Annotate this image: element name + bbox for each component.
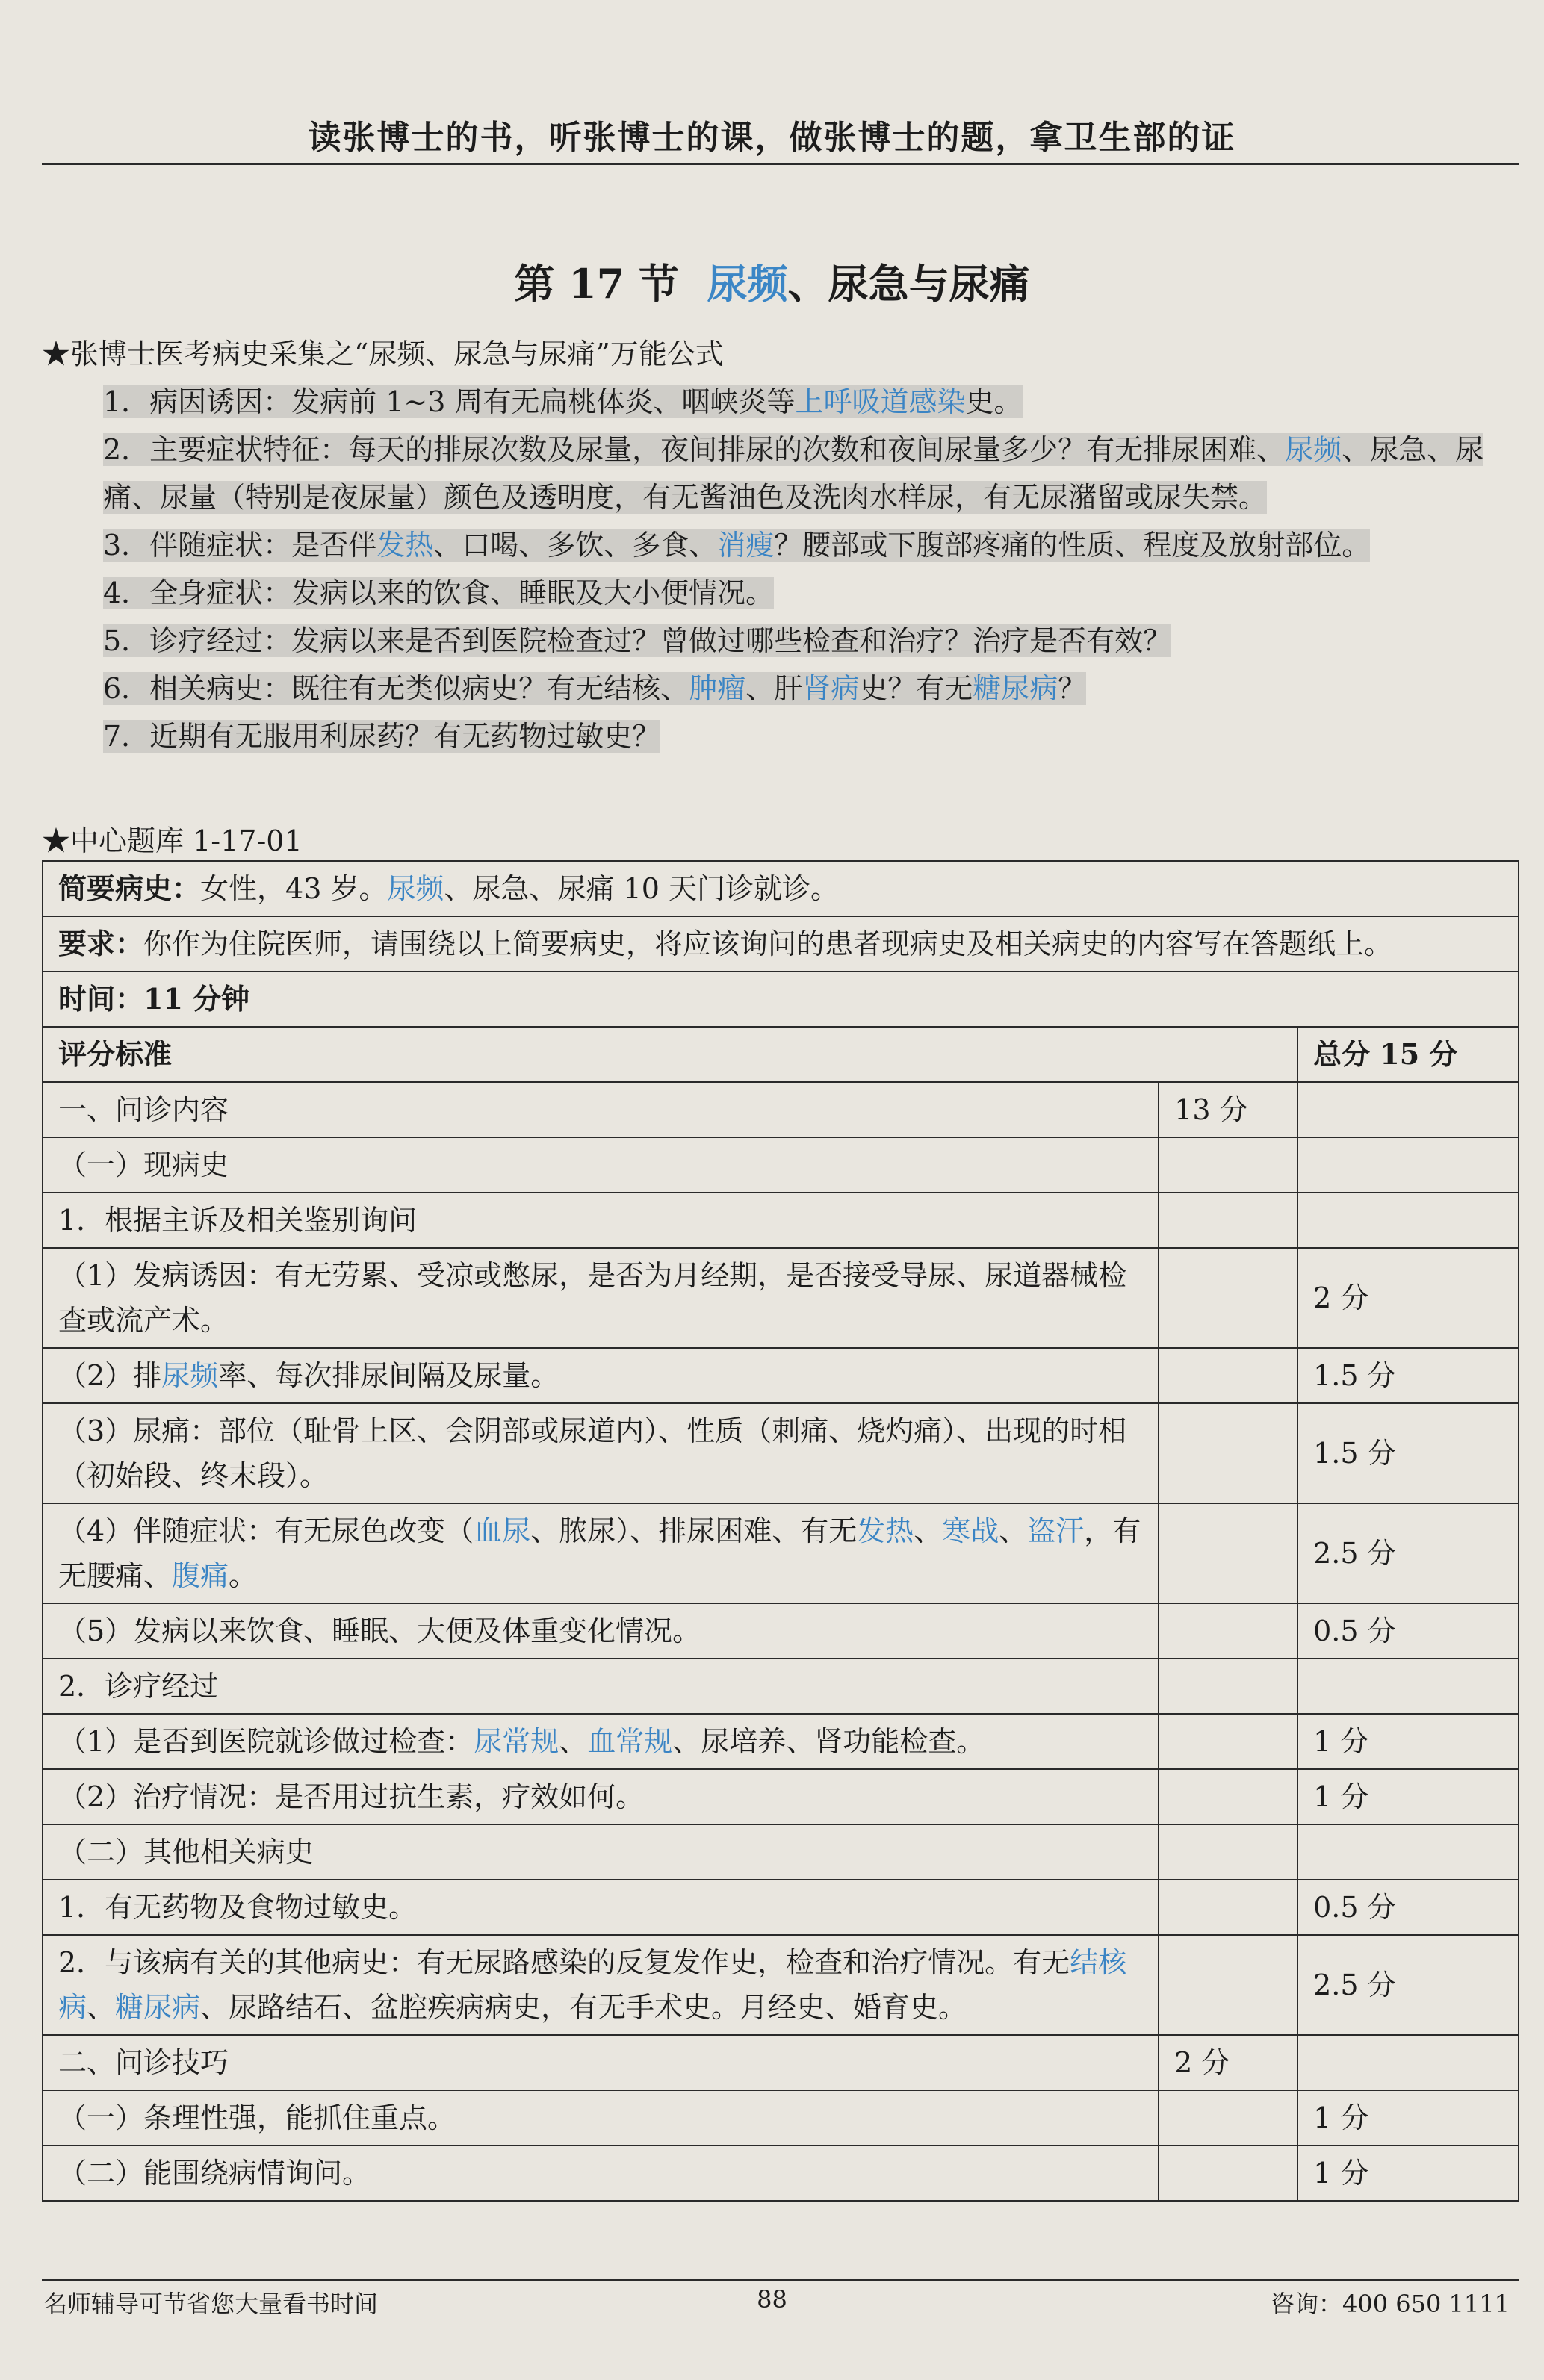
row-label: （2）排尿频率、每次排尿间隔及尿量。	[43, 1348, 1159, 1403]
formula-item: 4．全身症状：发病以来的饮食、睡眠及大小便情况。	[103, 577, 775, 609]
question-bank-label: ★中心题库 1-17-01	[42, 824, 303, 857]
row-label: （一）条理性强，能抓住重点。	[43, 2090, 1159, 2146]
item-score: 1 分	[1297, 1714, 1519, 1769]
item-score: 1 分	[1297, 2146, 1519, 2201]
term-link[interactable]: 上呼吸道感染	[795, 385, 966, 418]
case-history: 简要病史：女性，43 岁。尿频、尿急、尿痛 10 天门诊就诊。	[43, 861, 1519, 916]
formula-item: 7．近期有无服用利尿药？有无药物过敏史？	[103, 720, 661, 753]
item-score: 1 分	[1297, 1769, 1519, 1824]
table-row	[43, 1603, 1519, 1659]
table-row	[43, 861, 1519, 916]
term-link[interactable]: 尿频	[161, 1359, 219, 1392]
term-link[interactable]: 糖尿病	[115, 1991, 201, 2024]
term-link[interactable]: 盗汗	[1027, 1514, 1085, 1547]
section-term-link[interactable]: 尿频	[707, 260, 788, 308]
section-prefix: 第 17 节	[514, 260, 680, 308]
formula-item: 1．病因诱因：发病前 1~3 周有无扁桃体炎、咽峡炎等上呼吸道感染史。	[103, 385, 1023, 418]
row-label: 2．诊疗经过	[43, 1659, 1159, 1714]
row-label: （5）发病以来饮食、睡眠、大便及体重变化情况。	[43, 1603, 1159, 1659]
item-score: 0.5 分	[1297, 1880, 1519, 1935]
formula-item: 5．诊疗经过：发病以来是否到医院检查过？曾做过哪些检查和治疗？治疗是否有效？	[103, 624, 1172, 657]
item-score: 0.5 分	[1297, 1603, 1519, 1659]
table-row	[43, 1659, 1519, 1714]
footer-tagline: 名师辅导可节省您大量看书时间	[43, 2290, 379, 2318]
section-title-rest: 、尿急与尿痛	[787, 260, 1030, 308]
item-score: 2.5 分	[1297, 1503, 1519, 1603]
section-score: 2 分	[1159, 2035, 1297, 2090]
term-link[interactable]: 尿常规	[474, 1725, 559, 1758]
table-row	[43, 1403, 1519, 1503]
table-row	[43, 1824, 1519, 1880]
item-score: 2.5 分	[1297, 1935, 1519, 2035]
term-link[interactable]: 尿频	[1285, 433, 1342, 466]
table-row	[43, 972, 1519, 1027]
table-row	[43, 1503, 1519, 1603]
table-row	[43, 1880, 1519, 1935]
case-requirement: 要求：你作为住院医师，请围绕以上简要病史，将应该询问的患者现病史及相关病史的内容写在答题纸上。	[43, 916, 1519, 972]
criteria-label: 评分标准	[43, 1027, 1297, 1082]
table-row	[43, 1935, 1519, 2035]
section-title	[0, 252, 1544, 310]
formula-heading: ★张博士医考病史采集之“尿频、尿急与尿痛”万能公式	[42, 338, 724, 370]
table-row	[43, 2035, 1519, 2090]
scoring-table	[42, 860, 1519, 2202]
term-link[interactable]: 发热	[376, 529, 434, 562]
row-label: （1）是否到医院就诊做过检查：尿常规、血常规、尿培养、肾功能检查。	[43, 1714, 1159, 1769]
item-score: 1 分	[1297, 2090, 1519, 2146]
formula-item: 6．相关病史：既往有无类似病史？有无结核、肿瘤、肝肾病史？有无糖尿病？	[103, 672, 1087, 705]
item-score: 1.5 分	[1297, 1348, 1519, 1403]
row-label: （2）治疗情况：是否用过抗生素，疗效如何。	[43, 1769, 1159, 1824]
header-slogan: 读张博士的书，听张博士的课，做张博士的题，拿卫生部的证	[308, 119, 1236, 157]
row-label: 1．根据主诉及相关鉴别询问	[43, 1193, 1159, 1248]
row-label: （4）伴随症状：有无尿色改变（血尿、脓尿）、排尿困难、有无发热、寒战、盗汗，有无腰痛、腹痛。	[43, 1503, 1159, 1603]
item-score: 2 分	[1297, 1248, 1519, 1348]
term-link[interactable]: 尿频	[387, 872, 444, 905]
table-row	[43, 1248, 1519, 1348]
term-link[interactable]: 结核病	[58, 1946, 1127, 2024]
row-label: （1）发病诱因：有无劳累、受凉或憋尿，是否为月经期，是否接受导尿、尿道器械检查或流产术。	[43, 1248, 1159, 1348]
term-link[interactable]: 血常规	[587, 1725, 673, 1758]
table-row	[43, 1348, 1519, 1403]
row-label: 1．有无药物及食物过敏史。	[43, 1880, 1159, 1935]
formula-item: 3．伴随症状：是否伴发热、口喝、多饮、多食、消瘦？腰部或下腹部疼痛的性质、程度及放射部位。	[103, 529, 1371, 562]
formula-item: 2．主要症状特征：每天的排尿次数及尿量，夜间排尿的次数和夜间尿量多少？有无排尿困难、尿频、尿急、尿痛、尿量（特别是夜尿量）颜色及透明度，有无酱油色及洗肉水样尿，有无尿潴留或尿失禁。	[103, 433, 1484, 514]
row-label: 2．与该病有关的其他病史：有无尿路感染的反复发作史，检查和治疗情况。有无结核病、糖尿病、尿路结石、盆腔疾病病史，有无手术史。月经史、婚育史。	[43, 1935, 1159, 2035]
table-row	[43, 2146, 1519, 2201]
term-link[interactable]: 糖尿病	[973, 672, 1058, 705]
term-link[interactable]: 血尿	[474, 1514, 531, 1547]
item-score: 1.5 分	[1297, 1403, 1519, 1503]
table-row	[43, 1082, 1519, 1137]
term-link[interactable]: 肾病	[802, 672, 860, 705]
table-row	[43, 1027, 1519, 1082]
term-link[interactable]: 寒战	[942, 1514, 999, 1547]
table-row	[43, 916, 1519, 972]
table-row	[43, 1769, 1519, 1824]
row-label: （3）尿痛：部位（耻骨上区、会阴部或尿道内）、性质（刺痛、烧灼痛）、出现的时相（初始段、终末段）。	[43, 1403, 1159, 1503]
table-row	[43, 1193, 1519, 1248]
term-link[interactable]: 消瘦	[717, 529, 775, 562]
table-row	[43, 1714, 1519, 1769]
row-label: 一、问诊内容	[43, 1082, 1159, 1137]
term-link[interactable]: 肿瘤	[689, 672, 746, 705]
table-row	[43, 2090, 1519, 2146]
term-link[interactable]: 腹痛	[172, 1559, 229, 1592]
total-score: 总分 15 分	[1297, 1027, 1519, 1082]
case-time: 时间：11 分钟	[43, 972, 1519, 1027]
header-rule	[42, 163, 1519, 165]
table-row	[43, 1137, 1519, 1193]
page-number: 88	[757, 2285, 787, 2314]
footer-contact: 咨询：400 650 1111	[1271, 2290, 1510, 2318]
formula-intro	[42, 330, 1519, 760]
footer-rule	[42, 2279, 1519, 2281]
row-label: 二、问诊技巧	[43, 2035, 1159, 2090]
row-label: （二）能围绕病情询问。	[43, 2146, 1159, 2201]
term-link[interactable]: 发热	[857, 1514, 914, 1547]
row-label: （二）其他相关病史	[43, 1824, 1159, 1880]
section-score: 13 分	[1159, 1082, 1297, 1137]
row-label: （一）现病史	[43, 1137, 1159, 1193]
